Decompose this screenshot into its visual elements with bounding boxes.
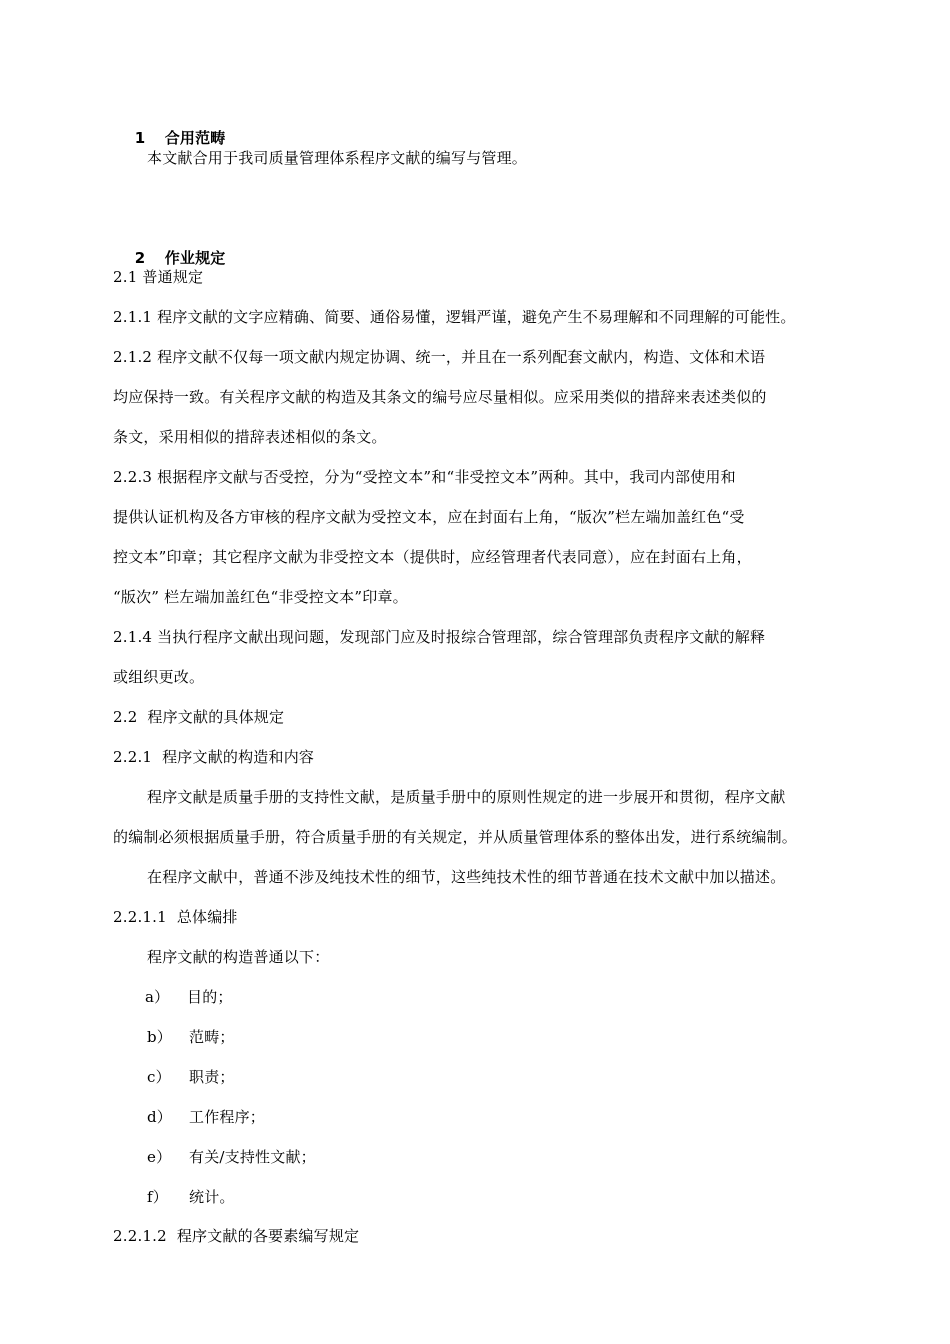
section-1-title: 合用范畴: [164, 129, 226, 147]
list-item-text: 范畴；: [189, 1028, 235, 1046]
section-1-number: 1: [134, 129, 146, 147]
list-item-label: b）: [147, 1028, 173, 1046]
subheading-2-2-1-1: 2.2.1.1 总体编排: [113, 908, 238, 926]
list-item-text: 有关/支持性文献；: [189, 1148, 316, 1166]
paragraph-1-line2: 的编制必须根据质量手册，符合质量手册的有关规定，并从质量管理体系的整体出发，进行系统编制。: [113, 828, 798, 846]
subheading-2-2-1: 2.2.1 程序文献的构造和内容: [113, 748, 315, 766]
list-item-label: c）: [147, 1068, 171, 1086]
clause-2-1-4-line1: 2.1.4 当执行程序文献出现问题，发现部门应及时报综合管理部，综合管理部负责程序文献的解释: [113, 628, 766, 646]
list-item-label: a）: [145, 988, 170, 1006]
list-item-label: d）: [147, 1108, 173, 1126]
subheading-2-1: 2.1 普通规定: [113, 268, 204, 286]
clause-2-1-1: 2.1.1 程序文献的文字应精确、简要、通俗易懂，逻辑严谨，避免产生不易理解和不同理解的可能性。: [113, 308, 796, 326]
list-item: [147, 1187, 235, 1207]
list-item: [147, 1067, 235, 1087]
list-item-text: 目的；: [187, 988, 233, 1006]
subheading-2-2: 2.2 程序文献的具体规定: [113, 708, 285, 726]
paragraph-1-line1: 程序文献是质量手册的支持性文献，是质量手册中的原则性规定的进一步展开和贯彻，程序文献: [147, 788, 786, 806]
section-1-body: 本文献合用于我司质量管理体系程序文献的编写与管理。: [147, 149, 528, 167]
clause-2-2-3-line2: 提供认证机构及各方审核的程序文献为受控文本，应在封面右上角，“版次”栏左端加盖红色“受: [113, 508, 745, 526]
clause-2-1-4-line2: 或组织更改。: [113, 668, 205, 686]
clause-2-2-3-line3: 控文本”印章；其它程序文献为非受控文本（提供时，应经管理者代表同意），应在封面右上角，: [113, 548, 752, 566]
list-item-text: 统计。: [189, 1188, 235, 1206]
subheading-2-2-1-2: 2.2.1.2 程序文献的各要素编写规定: [113, 1227, 360, 1245]
paragraph-2: 在程序文献中，普通不涉及纯技术性的细节，这些纯技术性的细节普通在技术文献中加以描述。: [147, 868, 786, 886]
list-item-label: f）: [147, 1188, 168, 1206]
list-item: [145, 987, 233, 1007]
section-2-number: 2: [134, 249, 146, 267]
clause-2-1-2-line2: 均应保持一致。有关程序文献的构造及其条文的编号应尽量相似。应采用类似的措辞来表述类似的: [113, 388, 767, 406]
list-item: [147, 1107, 265, 1127]
list-item: [147, 1147, 316, 1167]
clause-2-1-2-line3: 条文，采用相似的措辞表述相似的条文。: [113, 428, 387, 446]
list-item-label: e）: [147, 1148, 172, 1166]
list-item-text: 职责；: [189, 1068, 235, 1086]
paragraph-3: 程序文献的构造普通以下：: [147, 948, 330, 966]
clause-2-1-2-line1: 2.1.2 程序文献不仅每一项文献内规定协调、统一，并且在一系列配套文献内，构造、文体和术语: [113, 348, 766, 366]
section-2-title: 作业规定: [164, 249, 226, 267]
clause-2-2-3-line1: 2.2.3 根据程序文献与否受控，分为“受控文本”和“非受控文本”两种。其中，我司内部使用和: [113, 468, 736, 486]
list-item-text: 工作程序；: [189, 1108, 266, 1126]
clause-2-2-3-line4: “版次” 栏左端加盖红色“非受控文本”印章。: [113, 588, 408, 606]
list-item: [147, 1027, 235, 1047]
